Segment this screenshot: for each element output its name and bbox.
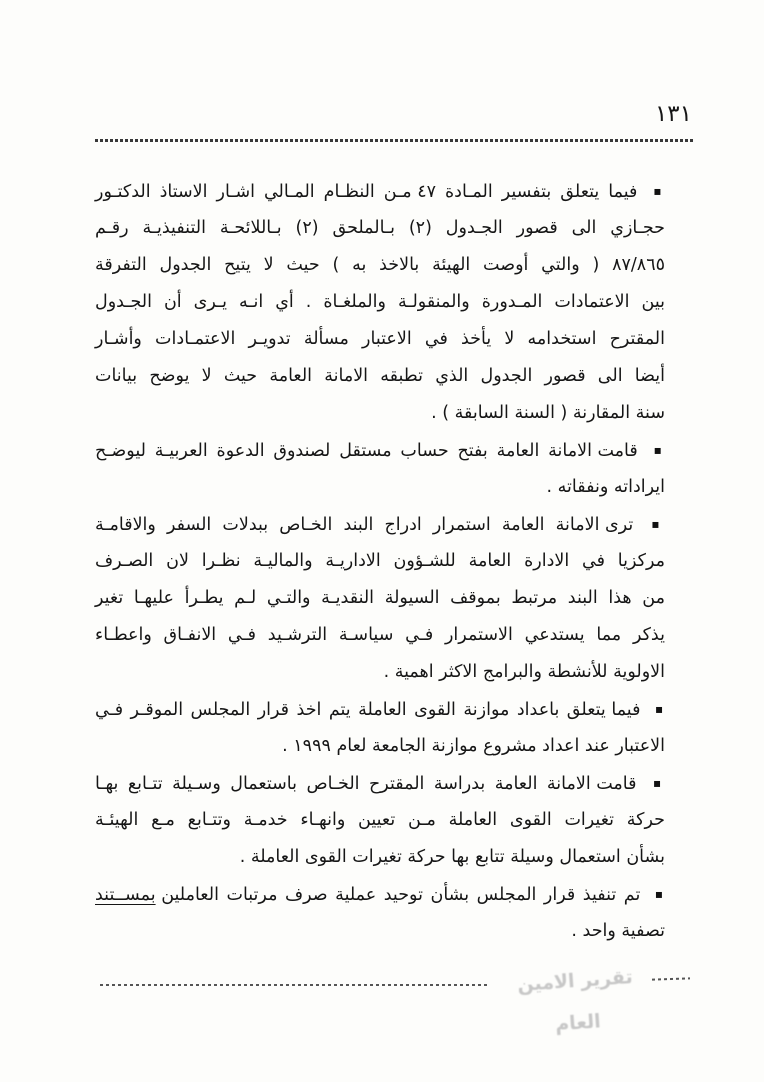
bullet-line: الاولوية للأنشطة والبرامج الاكثر اهمية . xyxy=(383,662,665,682)
bullet-line: بشأن استعمال وسيلة تتابع بها حركة تغيرات القوى العاملة . xyxy=(239,847,665,867)
bullet-item xyxy=(95,876,665,950)
line-text: ترى الامانة العامة استمرار ادراج البند الخـاص ببدلات السفر والاقامـة xyxy=(95,515,634,535)
bullet-line xyxy=(95,432,665,469)
bullet-line: المقترح استخدامه لا يأخذ في الاعتبار مسألة تدويـر الاعتمـادات وأشـار xyxy=(95,329,665,349)
bullet-line: تصفية واحد . xyxy=(571,921,665,941)
bullet-icon: ▪ xyxy=(654,702,665,716)
bullet-line: حجـازي الى قصور الجـدول (٢) بـالملحق (٢) بـاللائحـة التنفيذيـة رقـم xyxy=(95,218,665,238)
line-text: قامت الامانة العامة بدراسة المقترح الخـاص باستعمال وسـيلة تتـابع بهـا xyxy=(95,774,637,794)
page-number: ١٣١ xyxy=(654,101,692,127)
bullet-icon: ▪ xyxy=(651,517,665,531)
footer-rule xyxy=(100,984,488,986)
line-text: فيما يتعلق بتفسير المـادة ٤٧ مـن النظـام المـالي اشـار الاستاذ الدكتـور xyxy=(95,182,638,202)
bullet-line xyxy=(95,173,665,210)
bullet-item xyxy=(95,173,665,432)
line-text: قامت الامانة العامة بفتح حساب مستقل لصندوق الدعوة العربيـة ليوضـح xyxy=(95,441,638,461)
bullet-line: ٨٧/٨٦٥ ( والتي أوصت الهيئة بالاخذ به ) حيث لا يتيح الجدول التفرقة xyxy=(95,255,665,275)
bullet-line xyxy=(95,765,665,802)
bullet-icon: ▪ xyxy=(654,887,665,901)
bullet-icon: ▪ xyxy=(653,443,665,457)
underlined-word: بمســتند xyxy=(95,885,156,905)
footer-stamp: تقرير الامين العام xyxy=(516,965,634,1036)
footer-rule-end xyxy=(652,977,690,980)
bullet-line: من هذا البند مرتبط بموقف السيولة النقديـة والتـي لـم يطـرأ عليهـا تغير xyxy=(95,588,665,608)
bullet-line: أيضا الى قصور الجدول الذي تطبقه الامانة العامة حيث لا يوضح بيانات xyxy=(95,366,665,386)
bullet-list xyxy=(95,173,665,950)
bullet-line xyxy=(95,506,665,543)
bullet-line: يذكر مما يستدعي الاستمرار فـي سياسـة الترشـيد فـي الانفـاق واعطـاء xyxy=(95,625,665,645)
bullet-item xyxy=(95,506,665,691)
bullet-line: ايراداته ونفقاته . xyxy=(546,477,665,497)
bullet-icon: ▪ xyxy=(653,184,665,198)
bullet-line: مركزيا في الادارة العامة للشـؤون الاداريـة والماليـة نظـرا لان الصـرف xyxy=(95,551,665,571)
line-text: فيما يتعلق باعداد موازنة القوى العاملة يتم اخذ قرار المجلس الموقـر فـي xyxy=(95,700,641,720)
bullet-item xyxy=(95,765,665,876)
bullet-line: الاعتبار عند اعداد مشروع موازنة الجامعة لعام ١٩٩٩ . xyxy=(282,736,665,756)
header-rule xyxy=(95,139,693,142)
bullet-line: حركة تغيرات القوى العاملة مـن تعيين وانهـاء خدمـة وتتـابع مـع الهيئـة xyxy=(95,810,665,830)
bullet-line xyxy=(95,691,665,728)
bullet-line: بين الاعتمادات المـدورة والمنقولـة والملغـاة . أي انـه يـرى أن الجـدول xyxy=(95,292,665,312)
bullet-item xyxy=(95,691,665,765)
bullet-line: سنة المقارنة ( السنة السابقة ) . xyxy=(431,403,665,423)
line-text: تم تنفيذ قرار المجلس بشأن توحيد عملية صرف مرتبات العاملين xyxy=(161,885,641,905)
bullet-item xyxy=(95,432,665,506)
bullet-line xyxy=(95,876,665,913)
bullet-icon: ▪ xyxy=(652,776,665,790)
